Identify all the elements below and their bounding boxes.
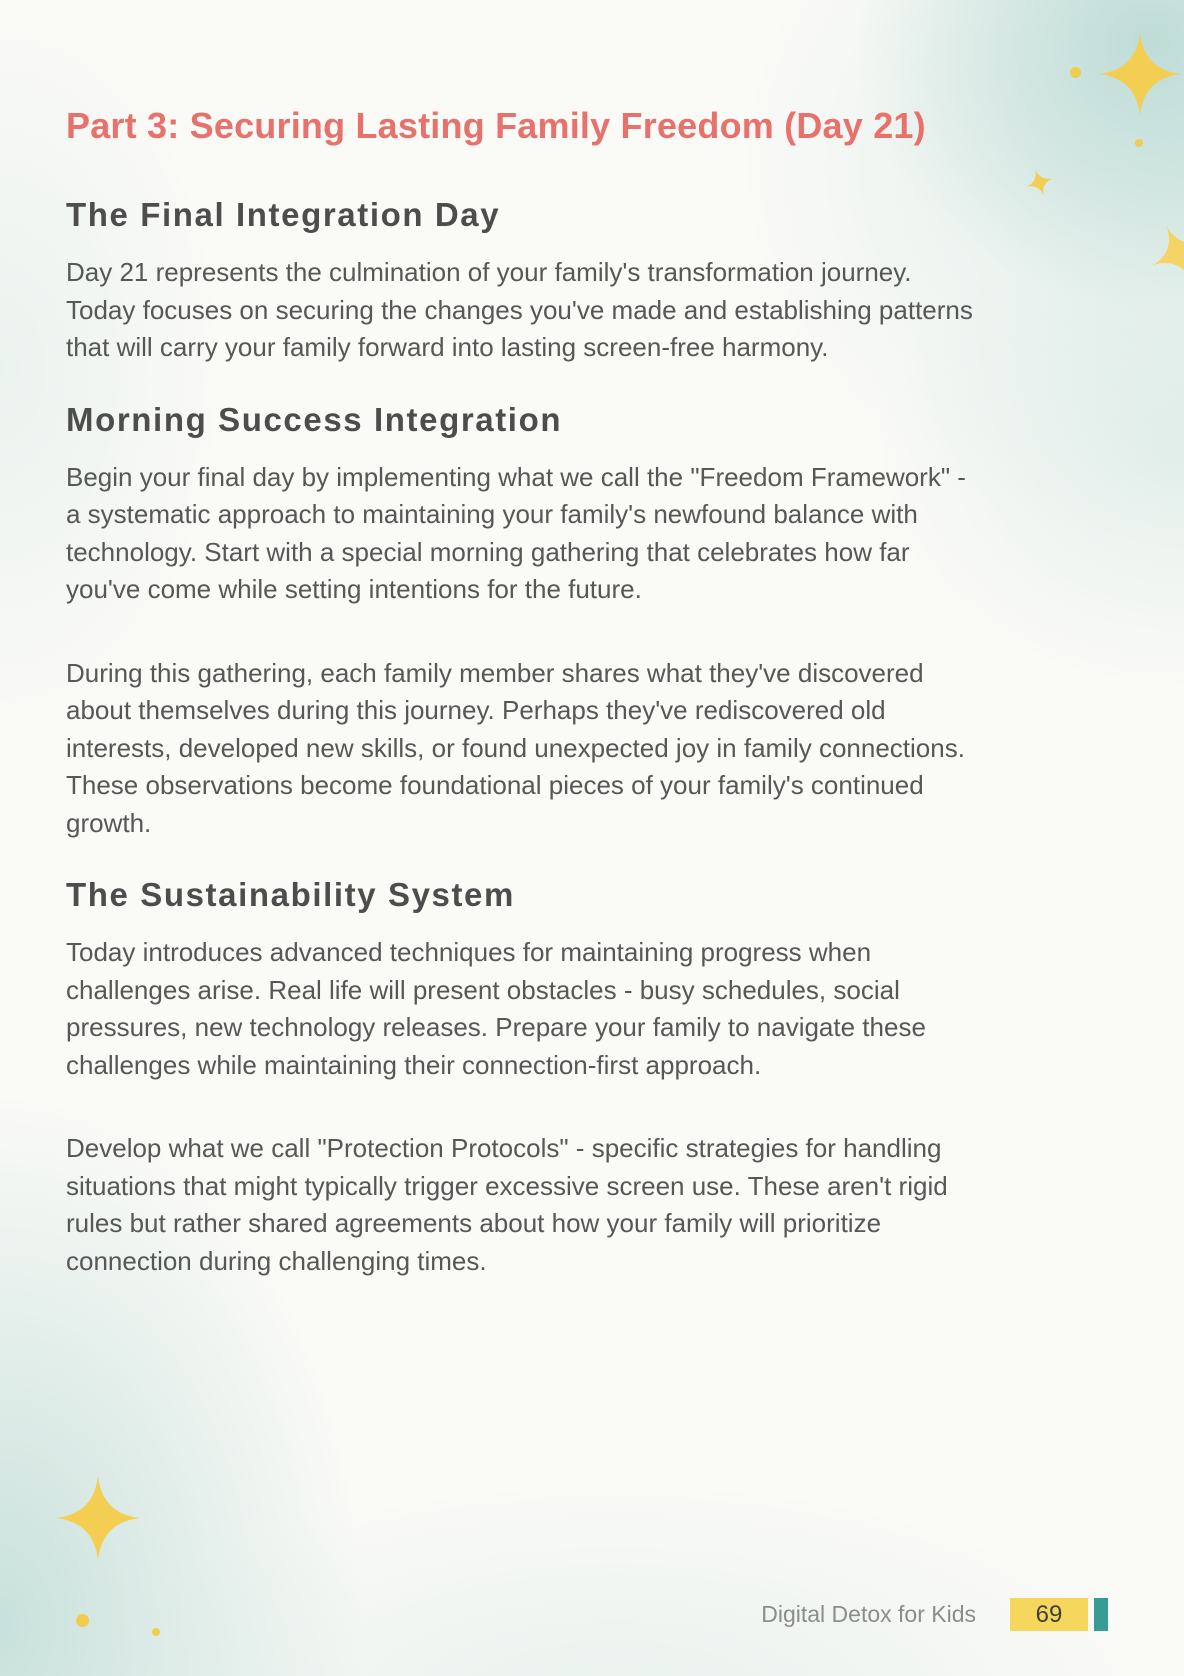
paragraph: Develop what we call "Protection Protocols" - specific strategies for handling situations that might typically trigger excessive screen use. These aren't rigid rules but rather shared agreements about how your family will prioritize connection during challenging times. <box>66 1133 948 1276</box>
book-title: Digital Detox for Kids <box>761 1601 976 1627</box>
paragraph: Day 21 represents the culmination of your family's transformation journey. Today focuses on securing the changes you've made and establishing patterns that will carry your family forward into lasting screen-free harmony. <box>66 257 973 362</box>
section-heading: Morning Success Integration <box>66 400 563 438</box>
sparkle-star-icon <box>56 1476 140 1560</box>
section <box>66 874 1126 1280</box>
section-heading: The Sustainability System <box>66 876 515 913</box>
sparkle-dot-icon <box>1135 139 1143 147</box>
page-footer <box>761 1597 1108 1632</box>
footer-accent-bar <box>1094 1598 1108 1631</box>
paragraph: During this gathering, each family member shares what they've discovered about themselves during this journey. Perhaps they've rediscovered old interests, developed new skills, or found unexpected joy in family connections. These observations become foundational pieces of your family's continued growth. <box>66 657 965 838</box>
paragraph: Begin your final day by implementing what we call the "Freedom Framework" - a systematic approach to maintaining your family's newfound balance with technology. Start with a special morning gathering that celebrates how far you've come while setting intentions for the future. <box>66 461 966 604</box>
sparkle-star-icon <box>1140 214 1184 291</box>
paragraph: Today introduces advanced techniques for maintaining progress when challenges arise. Real life will present obstacles - busy schedules, social pressures, new technology releases. Prepare your family to navigate these challenges while maintaining their connection-first approach. <box>66 937 926 1080</box>
section <box>66 399 1126 843</box>
page-number-badge: 69 <box>1010 1598 1088 1631</box>
section-heading: The Final Integration Day <box>66 196 501 233</box>
sparkle-dot-icon <box>152 1628 160 1636</box>
sparkle-dot-icon <box>76 1614 89 1627</box>
section <box>66 194 1126 367</box>
page-title: Part 3: Securing Lasting Family Freedom (Day 21) <box>66 105 926 146</box>
page-content <box>66 0 1126 1280</box>
